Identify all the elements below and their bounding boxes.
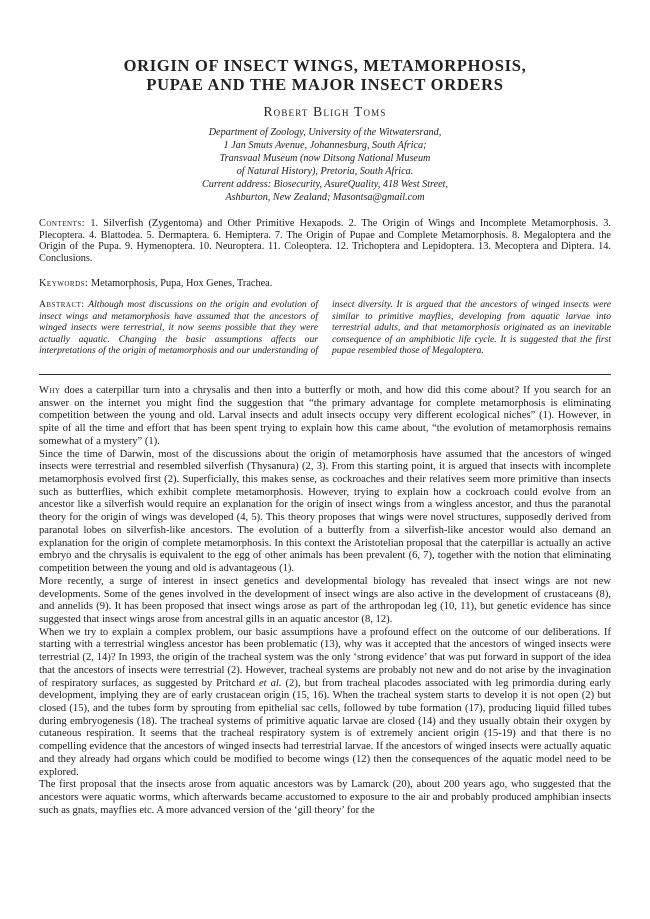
keywords-label: Keywords: bbox=[39, 278, 89, 289]
keywords-text: Metamorphosis, Pupa, Hox Genes, Trachea. bbox=[91, 278, 273, 289]
affiliation-line: Department of Zoology, University of the Witwatersrand, bbox=[208, 127, 442, 138]
body-paragraph: More recently, a surge of interest in insect genetics and developmental biology has revealed that insect wings are not new developments. Some of the genes involved in the development of insect wings are also active in the development of crustaceans (8), and annelids (9). It has been proposed that insect wings arose as part of the arthropodan leg (10, 11), but genetic evidence has since suggested that insect wings arose from ancestral gills in an aquatic ancestor (8, 12). bbox=[39, 575, 611, 625]
title-line-1: ORIGIN OF INSECT WINGS, METAMORPHOSIS, bbox=[123, 56, 527, 75]
keywords-section bbox=[39, 278, 611, 290]
affiliation-line: Transvaal Museum (now Ditsong National Museum bbox=[219, 152, 431, 164]
paragraph-text: (2), but from tracheal placodes associated with leg primordia during early development, implying they are of early crustacean origin (15, 16). When the tracheal system starts to develop it is not open (2) but closed (15), and the tubes form by sprouting from epithelial sac cells, followed by tube formation (17), producing liquid filled tubes during embryogenesis (18). The tracheal systems of primitive aquatic larvae are closed (14) and they usually obtain their oxygen by cutaneous respiration. It seems that the tracheal respiratory system is of extremely ancient origin (15-19) and that there is no compelling evidence that the ancestors of winged insects had terrestrial larvae. If the ancestors of winged insects were actually aquatic and they already had organs which could be modified to become wings (12) then the consequences of the aquatic model need to be explored. bbox=[39, 677, 611, 778]
et-al-text: et al. bbox=[258, 677, 282, 689]
body-paragraph bbox=[39, 385, 611, 449]
section-divider bbox=[39, 374, 611, 375]
author-affiliation bbox=[120, 127, 530, 204]
contents-text: 1. Silverfish (Zygentoma) and Other Primitive Hexapods. 2. The Origin of Wings and Incomplete Metamorphosis. 3. Plecoptera. 4. Blattodea. 5. Dermaptera. 6. Hemiptera. 7. The Origin of Pupae and Complete Metamorphosis. 8. Megaloptera and the Origin of the Pupa. 9. Hymenoptera. 10. Neuroptera. 11. Coleoptera. 12. Trichoptera and Lepidoptera. 13. Mecoptera and Diptera. 14. Conclusions. bbox=[39, 218, 611, 264]
title-line-2: PUPAE AND THE MAJOR INSECT ORDERS bbox=[146, 75, 504, 94]
affiliation-line: 1 Jan Smuts Avenue, Johannesburg, South Africa; bbox=[223, 139, 427, 151]
lead-in-word: Why bbox=[39, 385, 61, 396]
paper-title bbox=[40, 56, 610, 94]
abstract-section bbox=[39, 299, 611, 361]
body-paragraph: Since the time of Darwin, most of the discussions about the origin of metamorphosis have assumed that the ancestors of winged insects were terrestrial and resembled silverfish (Thysanura) (2, 3). From this starting point, it is argued that insects with incomplete metamorphosis evolved first (2). Superficially, this makes sense, as cockroaches and their relatives seem more primitive than insects such as butterflies, which exhibit complete metamorphosis. However, trying to explain how a cockroach could evolve from an ancestor like a silverfish would require an explanation for the origin of insect wings from a wingless ancestor, and thus the paranotal theory for the origin of wings was developed (4, 5). This theory proposes that wings were novel structures, supposedly derived from paranotal lobes on silverfish-like ancestors. The evolution of a butterfly from a silverfish-like ancestor would also demand an explanation for the origin of complete metamorphosis. In this context the Aristotelian proposal that the caterpillar is actually an active embryo and the chrysalis is equivalent to the egg of other animals has been prevalent (6, 7), together with the notion that eliminating competition between the young and old is advantageous (1). bbox=[39, 448, 611, 575]
contents-section bbox=[39, 218, 611, 264]
abstract-text: Although most discussions on the origin and evolution of insect wings and metamorphosis have assumed that the ancestors of winged insects were terrestrial, it now seems possible that they were actually aquatic. Changing the basic assumptions affects our interpretations of the origin of metamorphosis and our understanding of insect diversity. It is argued that the ancestors of winged insects were similar to primitive mayflies, developing from aquatic larvae into terrestrial adults, and that metamorphosis originated as an inevitable consequence of an amphibiotic life cycle. It is suggested that the first pupae resembled those of Megaloptera. bbox=[39, 299, 611, 357]
affiliation-line: of Natural History), Pretoria, South Africa. bbox=[236, 165, 414, 177]
contents-label: Contents: bbox=[39, 218, 86, 229]
paragraph-text: does a caterpillar turn into a chrysalis and then into a butterfly or moth, and how did this come about? If you search for an answer on the internet you might find the suggestion that “the primary advantage for complete metamorphosis is eliminating competition between the young and old. Larval insects and adult insects occupy very different ecological niches” (1). However, in spite of all the time and effort that has been spent trying to explain how this came about, “the evolution of metamorphosis remains somewhat of a mystery” (1). bbox=[39, 385, 611, 447]
author-name: Robert Bligh Toms bbox=[263, 104, 387, 119]
body-paragraph bbox=[39, 627, 611, 780]
abstract-label: Abstract: bbox=[39, 299, 85, 310]
main-body bbox=[39, 385, 611, 817]
affiliation-line: Ashburton, New Zealand; Masontsa@gmail.com bbox=[225, 191, 425, 203]
affiliation-line: Current address: Biosecurity, AsureQuality, 418 West Street, bbox=[201, 178, 449, 190]
paragraph-text: When we try to explain a complex problem, our basic assumptions have a profound effect on the outcome of our deliberations. If starting with a terrestrial wingless ancestor has been problematic (13), why was it accepted that the ancestors of winged insects were terrestrial (2, 14)? In 1993, the origin of the tracheal system was the only ‘strong evidence’ that was put forward in support of the idea that the ancestors of insects were terrestrial (2). However, tracheal systems are probably not new and do not arise by the invagination of respiratory surfaces, as suggested by Pritchard bbox=[39, 626, 611, 689]
body-paragraph: The first proposal that the insects arose from aquatic ancestors was by Lamarck (20), about 200 years ago, who suggested that the ancestors were aquatic worms, which afterwards became accustomed to exposure to the air and probably produced amphibian insects such as gnats, mayflies etc. A more advanced version of the ‘gill theory’ for the bbox=[39, 779, 611, 816]
